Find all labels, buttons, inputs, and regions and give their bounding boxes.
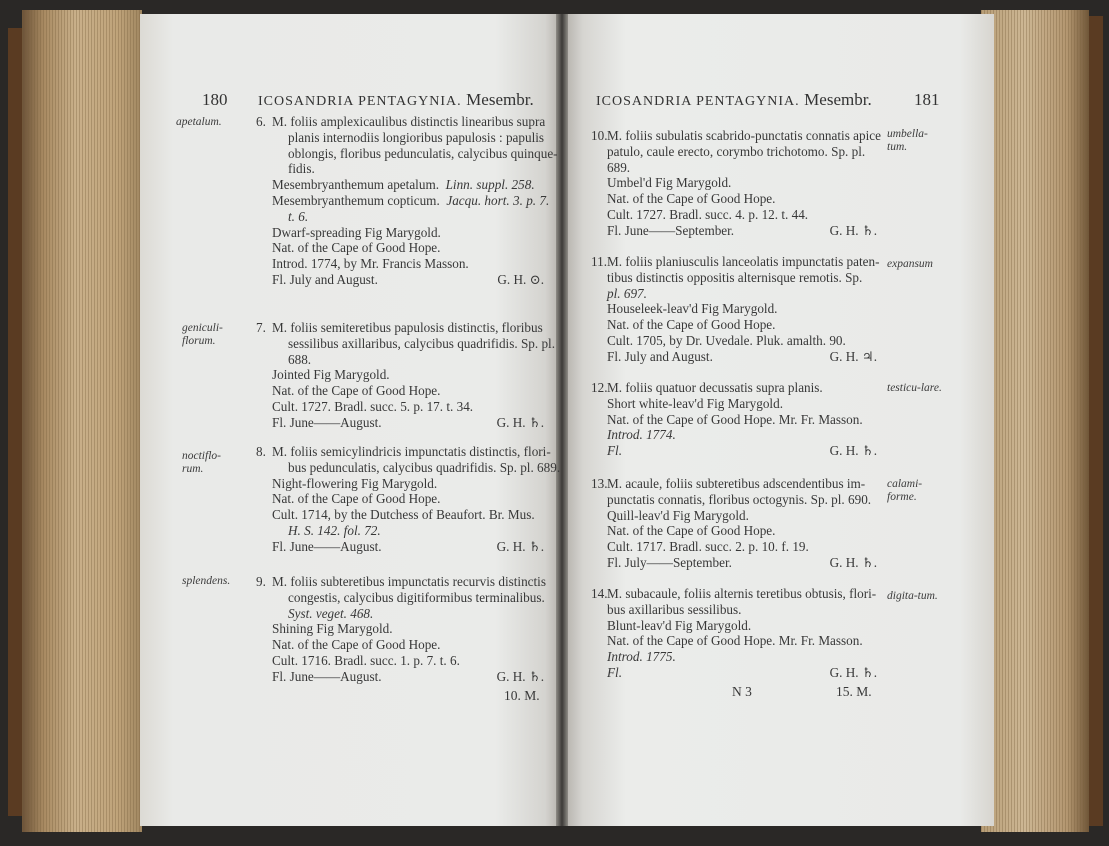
common-name: Quill-leav'd Fig Marygold.	[607, 507, 749, 523]
species-entry	[256, 574, 546, 685]
entry-line: M. foliis amplexicaulibus distinctis linearibus supra	[272, 114, 546, 129]
entry-line: bus axillaribus sessilibus.	[607, 601, 742, 617]
habitat-symbol: G. H. ♄.	[829, 222, 877, 238]
habitat-symbol: G. H. ⊙.	[497, 271, 544, 287]
species-entry	[256, 114, 558, 288]
entry-line: M. foliis semicylindricis impunctatis distinctis, flori-	[272, 444, 551, 459]
introduction-line: Cult. 1705, by Dr. Uvedale. Pluk. amalth. 90.	[607, 332, 846, 348]
entry-number: 11.	[591, 254, 607, 269]
native-line: Nat. of the Cape of Good Hope.	[272, 240, 441, 256]
signature-mark: N 3	[732, 684, 752, 699]
entry-line: M. foliis planiusculis lanceolatis impunctatis paten-	[607, 254, 880, 269]
habitat-symbol: G. H. ♄.	[829, 443, 877, 459]
left-running-header	[258, 90, 534, 110]
entry-line: M. foliis quatuor decussatis supra planis.	[607, 380, 823, 395]
entry-line: bus pedunculatis, calycibus quadrifidis. Sp. pl. 689.	[288, 459, 561, 475]
left-catchword: 10. M.	[504, 688, 540, 703]
introduction-line: Cult. 1714, by the Dutchess of Beaufort. Br. Mus.	[272, 507, 535, 523]
habitat-symbol: G. H. ♃.	[829, 348, 877, 364]
native-line: Nat. of the Cape of Good Hope.	[607, 523, 776, 539]
flowering-line: Fl. G. H. ♄.	[607, 443, 877, 459]
margin-species-name: expansum	[887, 258, 933, 270]
introduction-line: Introd. 1774.	[607, 427, 676, 443]
flowering-line: Fl. June——August. G. H. ♄.	[272, 538, 544, 554]
book-gutter	[556, 14, 568, 826]
entry-line: 688.	[288, 351, 312, 367]
species-entry	[256, 320, 556, 431]
page-edges-right	[981, 10, 1089, 832]
entry-line: tibus distinctis oppositis alternisque remotis. Sp.	[607, 269, 863, 285]
species-entry	[591, 254, 880, 365]
common-name: Jointed Fig Marygold.	[272, 367, 390, 383]
margin-species-name: testicu-lare.	[887, 382, 942, 394]
introduction-line: Cult. 1716. Bradl. succ. 1. p. 7. t. 6.	[272, 652, 460, 668]
entry-line: oblongis, floribus pedunculatis, calycibus quinque-	[288, 145, 558, 161]
entry-line: M. foliis semiteretibus papulosis distinctis, floribus	[272, 320, 543, 335]
entry-line: punctatis connatis, floribus octogynis. Sp. pl. 690.	[607, 491, 872, 507]
entry-number: 14.	[591, 586, 608, 601]
right-header-genus: Mesembr.	[804, 90, 872, 109]
species-entry	[256, 444, 561, 555]
entry-number: 6.	[256, 114, 266, 129]
entry-line: pl. 697.	[607, 285, 647, 301]
introduction-line: Cult. 1727. Bradl. succ. 4. p. 12. t. 44.	[607, 206, 809, 222]
margin-species-name: apetalum.	[176, 116, 222, 128]
native-line: Nat. of the Cape of Good Hope.	[607, 317, 776, 333]
common-name: Night-flowering Fig Marygold.	[272, 475, 438, 491]
native-line: Nat. of the Cape of Good Hope. Mr. Fr. Masson.	[607, 633, 863, 649]
entry-number: 7.	[256, 320, 266, 335]
entry-number: 10.	[591, 128, 608, 143]
margin-species-name: umbella-tum.	[887, 128, 928, 153]
introduction-line: Cult. 1717. Bradl. succ. 2. p. 10. f. 19.	[607, 539, 809, 555]
margin-species-name: noctiflo-rum.	[182, 450, 221, 475]
right-catchword: 15. M.	[836, 684, 872, 699]
species-entry	[591, 586, 877, 681]
left-header-title: ICOSANDRIA PENTAGYNIA.	[258, 94, 462, 109]
flowering-line: Fl. June——August. G. H. ♄.	[272, 668, 544, 684]
entry-line: patulo, caule erecto, corymbo trichotomo. Sp. pl.	[607, 143, 866, 159]
synonym-line: t. 6.	[288, 208, 309, 224]
habitat-symbol: G. H. ♄.	[496, 538, 544, 554]
habitat-symbol: G. H. ♄.	[496, 668, 544, 684]
entry-number: 9.	[256, 574, 266, 589]
entry-number: 12.	[591, 380, 608, 395]
common-name: Houseleek-leav'd Fig Marygold.	[607, 301, 778, 317]
common-name: Blunt-leav'd Fig Marygold.	[607, 617, 752, 633]
right-running-header	[596, 90, 872, 110]
synonym-line: Mesembryanthemum copticum. Jacqu. hort. 3. p. 7.	[272, 192, 550, 208]
margin-species-name: splendens.	[182, 575, 231, 587]
introduction-line: Introd. 1774, by Mr. Francis Masson.	[272, 256, 469, 272]
native-line: Nat. of the Cape of Good Hope.	[607, 191, 776, 207]
flowering-line: Fl. July and August. G. H. ⊙.	[272, 271, 544, 287]
entry-line: M. foliis subteretibus impunctatis recurvis distinctis	[272, 574, 546, 589]
introduction-line: Introd. 1775.	[607, 649, 676, 665]
introduction-line: H. S. 142. fol. 72.	[288, 522, 381, 538]
flowering-line: Fl. July and August. G. H. ♃.	[607, 348, 877, 364]
habitat-symbol: G. H. ♄.	[829, 664, 877, 680]
common-name: Shining Fig Marygold.	[272, 621, 393, 637]
species-entry	[591, 128, 881, 239]
margin-species-name: digita-tum.	[887, 590, 938, 602]
left-header-genus: Mesembr.	[466, 90, 534, 109]
entry-line: planis internodiis longioribus papulosis : papulis	[288, 129, 545, 145]
entry-line: Syst. veget. 468.	[288, 605, 374, 621]
entry-line: sessilibus axillaribus, calycibus quadrifidis. Sp. pl.	[288, 335, 556, 351]
entry-line: M. acaule, foliis subteretibus adscendentibus im-	[607, 476, 866, 491]
entry-line: congestis, calycibus digitiformibus terminalibus.	[288, 589, 545, 605]
native-line: Nat. of the Cape of Good Hope.	[272, 637, 441, 653]
page-edges-left	[22, 10, 142, 832]
entry-number: 8.	[256, 444, 266, 459]
right-header-title: ICOSANDRIA PENTAGYNIA.	[596, 94, 800, 109]
synonym-line: Mesembryanthemum apetalum. Linn. suppl. 258.	[272, 177, 535, 193]
common-name: Dwarf-spreading Fig Marygold.	[272, 224, 441, 240]
common-name: Umbel'd Fig Marygold.	[607, 175, 732, 191]
flowering-line: Fl. G. H. ♄.	[607, 664, 877, 680]
flowering-line: Fl. June——September. G. H. ♄.	[607, 222, 877, 238]
flowering-line: Fl. July——September. G. H. ♄.	[607, 554, 877, 570]
common-name: Short white-leav'd Fig Marygold.	[607, 395, 783, 411]
species-entry	[591, 380, 877, 459]
margin-species-name: geniculi-florum.	[182, 322, 223, 347]
entry-number: 13.	[591, 476, 608, 491]
left-page-number: 180	[202, 90, 228, 109]
native-line: Nat. of the Cape of Good Hope.	[272, 491, 441, 507]
introduction-line: Cult. 1727. Bradl. succ. 5. p. 17. t. 34.	[272, 398, 474, 414]
habitat-symbol: G. H. ♄.	[496, 414, 544, 430]
habitat-symbol: G. H. ♄.	[829, 554, 877, 570]
native-line: Nat. of the Cape of Good Hope. Mr. Fr. Masson.	[607, 411, 863, 427]
native-line: Nat. of the Cape of Good Hope.	[272, 383, 441, 399]
entry-line: M. foliis subulatis scabrido-punctatis connatis apice	[607, 128, 881, 143]
margin-species-name: calami-forme.	[887, 478, 923, 503]
species-entry	[591, 476, 877, 571]
flowering-line: Fl. June——August. G. H. ♄.	[272, 414, 544, 430]
entry-line: M. subacaule, foliis alternis teretibus obtusis, flori-	[607, 586, 877, 601]
entry-line: 689.	[607, 159, 631, 175]
right-page-number: 181	[914, 90, 940, 109]
entry-line: fidis.	[288, 161, 315, 177]
